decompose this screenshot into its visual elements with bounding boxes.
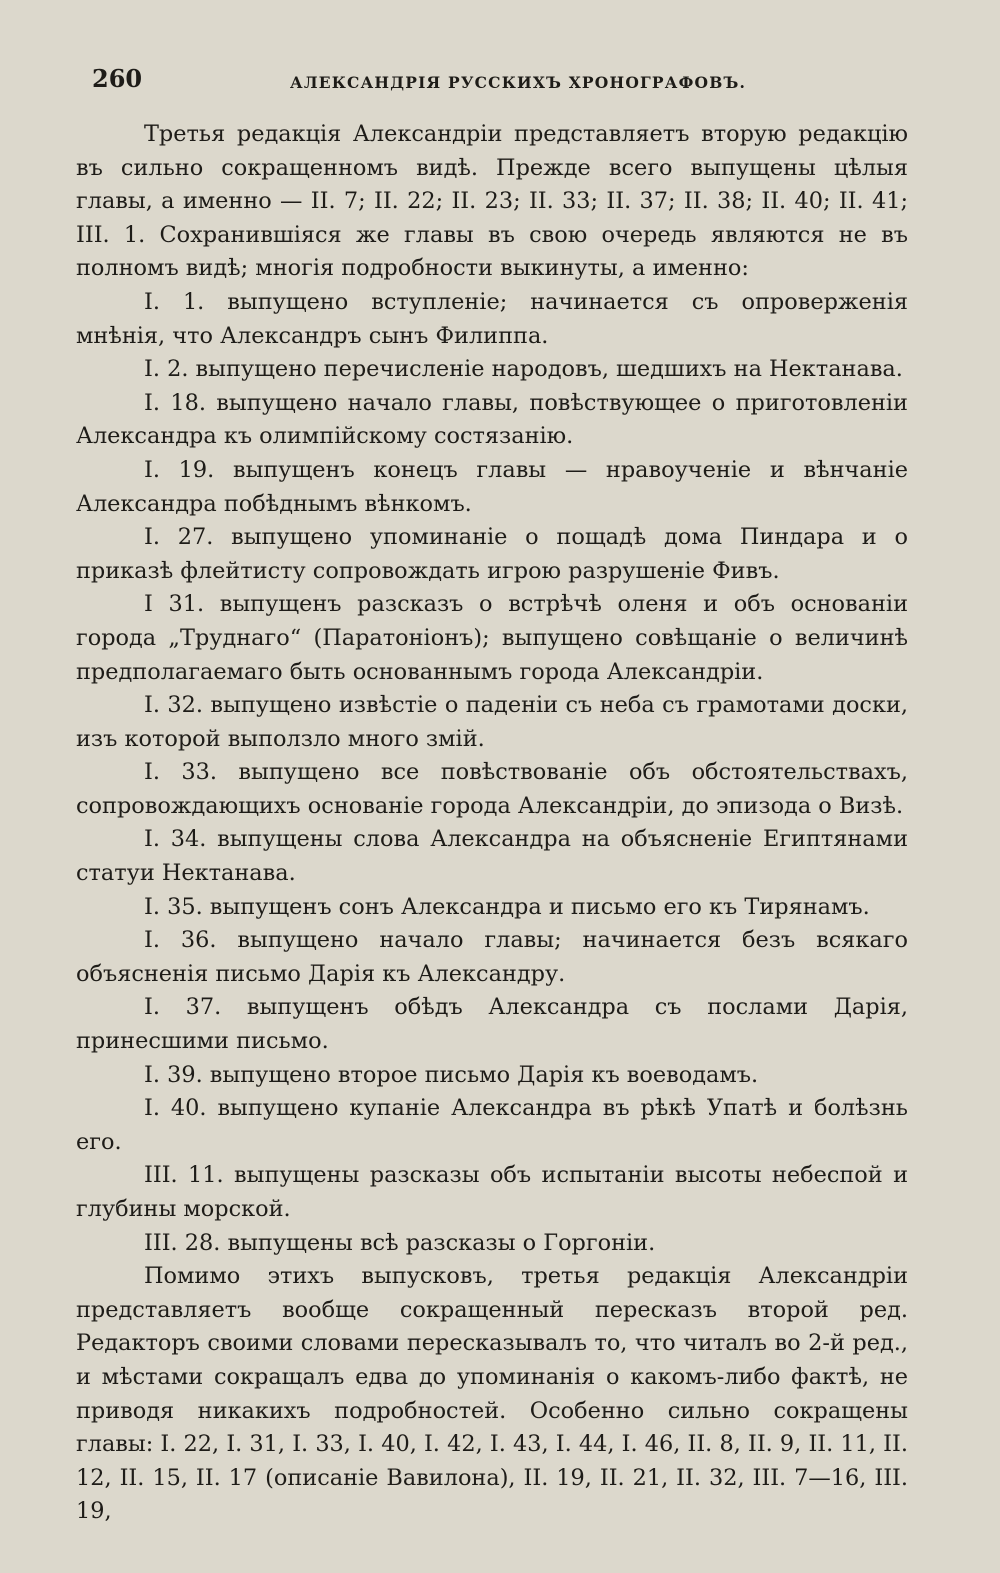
paragraph-omission: III. 28. выпущены всѣ разсказы о Горгоніи.	[144, 1229, 656, 1256]
paragraph-omission: I. 36. выпущено начало главы; начинается безъ всякаго объясненія письмо Дарія къ Александру.	[76, 927, 908, 987]
running-head: АЛЕКСАНДРІЯ РУССКИХЪ ХРОНОГРАФОВЪ.	[290, 73, 747, 92]
paragraph-omission: I. 37. выпущенъ обѣдъ Александра съ послами Дарія, принесшими письмо.	[76, 994, 908, 1055]
paragraph-omission: I. 32. выпущено извѣстіе о паденіи съ неба съ грамотами доски, изъ которой выползло много змій.	[76, 692, 908, 752]
paragraph-omission: I. 34. выпущены слова Александра на объясненіе Египтянами статуи Нектанава.	[76, 826, 908, 887]
paragraph-omission: I. 1. выпущено вступленіе; начинается съ опроверженія мнѣнія, что Александръ сынъ Филиппа.	[76, 288, 908, 349]
paragraph-omission: I. 33. выпущено все повѣствованіе объ обстоятельствахъ, сопровождающихъ основаніе города Александріи, до эпизода о Визѣ.	[76, 759, 908, 819]
paragraph-omission: I. 35. выпущенъ сонъ Александра и письмо его къ Тирянамъ.	[144, 893, 870, 920]
paragraph-omission: I. 18. выпущено начало главы, повѣствующее о приготовленіи Александра къ олимпійскому состязанію.	[76, 389, 908, 450]
paragraph-omission: I. 19. выпущенъ конецъ главы — нравоученіе и вѣнчаніе Александра побѣднымъ вѣнкомъ.	[76, 456, 908, 517]
page-header	[92, 64, 912, 98]
page-body	[76, 118, 908, 1529]
paragraph-omission: I. 2. выпущено перечисленіе народовъ, шедшихъ на Нектанава.	[144, 356, 903, 383]
paragraph-omission: I 31. выпущенъ разсказъ о встрѣчѣ оленя и объ основаніи города „Труднаго“ (Паратоніонъ); выпущено совѣщаніе о величинѣ предполагаемаго быть основаннымъ города Александріи.	[76, 591, 908, 685]
page-number: 260	[92, 64, 143, 93]
paragraph-omission: III. 11. выпущены разсказы объ испытаніи высоты небеспой и глубины морской.	[76, 1162, 908, 1222]
paragraph-omission: I. 27. выпущено упоминаніе о пощадѣ дома Пиндара и о приказѣ флейтисту сопровождать игрою разрушеніе Фивъ.	[76, 524, 908, 584]
paragraph-intro: Третья редакція Александріи представляетъ вторую редакцію въ сильно сокращенномъ видѣ. Прежде всего выпущены цѣлыя главы, а именно — II. 7; II. 22; II. 23; II. 33; II. 37; II. 38; II. 40; II. 41; III. 1. Сохранившіяся же главы въ свою очередь являются не въ полномъ видѣ; многія подробности выкинуты, а именно:	[76, 121, 908, 282]
paragraph-omission: I. 40. выпущено купаніе Александра въ рѣкѣ Упатѣ и болѣзнь его.	[76, 1095, 908, 1155]
paragraph-omission: I. 39. выпущено второе письмо Дарія къ воеводамъ.	[144, 1061, 759, 1088]
paragraph-conclusion: Помимо этихъ выпусковъ, третья редакція Александріи представляетъ вообще сокращенный пересказъ второй ред. Редакторъ своими словами пересказывалъ то, что читалъ во 2-й ред., и мѣстами сокращалъ едва до упоминанія о какомъ-либо фактѣ, не приводя никакихъ подробностей. Особенно сильно сокращены главы: I. 22, I. 31, I. 33, I. 40, I. 42, I. 43, I. 44, I. 46, II. 8, II. 9, II. 11, II. 12, II. 15, II. 17 (описаніе Вавилона), II. 19, II. 21, II. 32, III. 7—16, III. 19,	[76, 1263, 908, 1525]
